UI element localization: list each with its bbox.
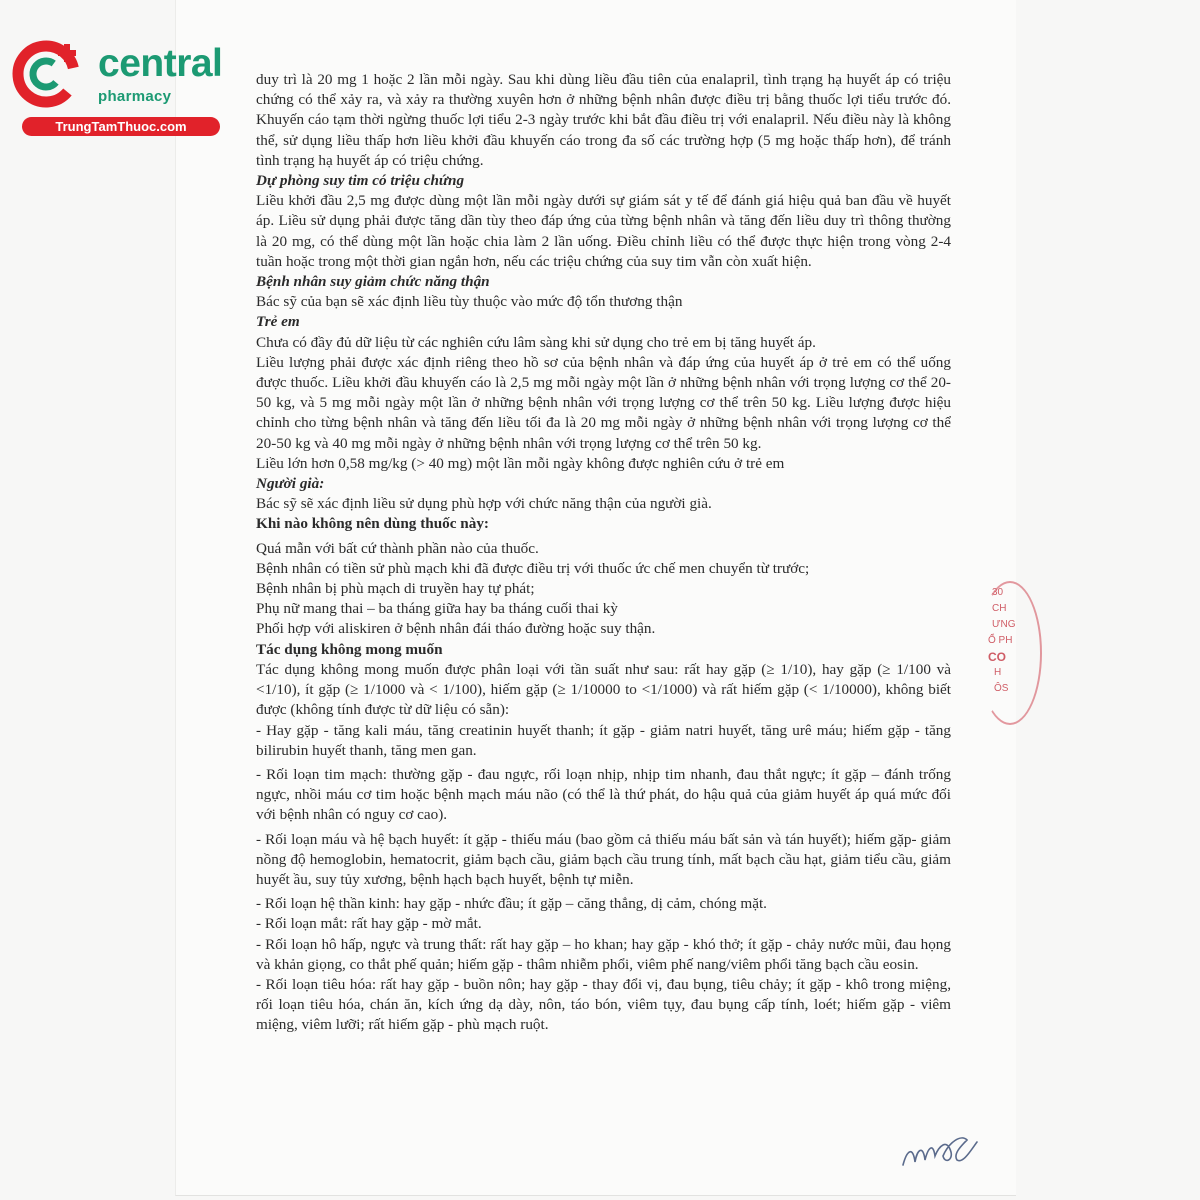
section-heading: Tác dụng không mong muốn xyxy=(256,640,443,658)
paragraph: Liều khởi đầu 2,5 mg được dùng một lần mỗi ngày dưới sự giám sát y tế để đánh giá hiệu quả ban đầu về huyết áp. Liều sử dụng phải được tăng dần tùy theo đáp ứng của từng bệnh nhân và tăng đến liều duy trì thông thường là 20 mg, có thể dùng một lần hoặc chia làm 2 lần uống. Điều chỉnh liều có thể được thực hiện trong vòng 2-4 tuần hoặc trong một thời gian ngắn hơn, nếu các triệu chứng của suy tim vẫn còn xuất hiện. xyxy=(256,192,951,270)
paragraph: Quá mẫn với bất cứ thành phần nào của thuốc. xyxy=(256,539,539,557)
paragraph: Phụ nữ mang thai – ba tháng giữa hay ba tháng cuối thai kỳ xyxy=(256,600,618,618)
paragraph: Bác sỹ sẽ xác định liều sử dụng phù hợp với chức năng thận của người già. xyxy=(256,495,712,513)
stamp-text: ƯNG xyxy=(992,619,1016,630)
stamp-text: CH xyxy=(992,603,1007,614)
paragraph: Bác sỹ của bạn sẽ xác định liều tùy thuộc vào mức độ tổn thương thận xyxy=(256,293,683,311)
document-body xyxy=(256,70,951,1036)
paragraph: - Rối loạn máu và hệ bạch huyết: ít gặp - thiếu máu (bao gồm cả thiếu máu bất sản và tán huyết); hiếm gặp- giảm nồng độ hemoglobin, hematocrit, giảm bạch cầu, giảm bạch cầu trung tính, mất bạch cầu hạt, giảm tiểu cầu, giảm huyết ầu, suy tủy xương, bệnh hạch bạch huyết, bệnh tự miễn. xyxy=(256,830,951,888)
paragraph: - Rối loạn hệ thần kinh: hay gặp - nhức đầu; ít gặp – căng thẳng, dị cảm, chóng mặt. xyxy=(256,895,767,913)
central-pharmacy-logo[interactable] xyxy=(10,34,223,136)
paragraph: Liều lớn hơn 0,58 mg/kg (> 40 mg) một lần mỗi ngày không được nghiên cứu ở trẻ em xyxy=(256,454,785,472)
paragraph: - Rối loạn mắt: rất hay gặp - mờ mắt. xyxy=(256,915,482,933)
stamp-text: H xyxy=(994,667,1002,678)
section-heading: Trẻ em xyxy=(256,313,300,331)
paragraph: duy trì là 20 mg 1 hoặc 2 lần mỗi ngày. Sau khi dùng liều đầu tiên của enalapril, tình trạng hạ huyết áp có triệu chứng có thể xảy ra, và xảy ra thường xuyên hơn ở những bệnh nhân được điều trị bằng thuốc lợi tiểu trước đó. Khuyến cáo tạm thời ngừng thuốc lợi tiểu 2-3 ngày trước khi bắt đầu điều trị với enalapril. Nếu điều này là không thể, sử dụng liều thấp hơn liều khởi đầu khuyến cáo trong đa số các trường hợp (5 mg hoặc thấp hơn), để tránh tình trạng hạ huyết áp có triệu chứng. xyxy=(256,71,951,169)
paragraph: Chưa có đầy đủ dữ liệu từ các nghiên cứu lâm sàng khi sử dụng cho trẻ em bị tăng huyết áp. xyxy=(256,333,816,351)
logo-subtitle: pharmacy xyxy=(98,88,172,105)
paragraph: Liều lượng phải được xác định riêng theo hồ sơ của bệnh nhân và đáp ứng của huyết áp ở trẻ em có thể uống được thuốc. Liều khởi đầu khuyến cáo là 2,5 mg mỗi ngày một lần ở những bệnh nhân với trọng lượng cơ thể 20-50 kg, và 5 mg mỗi ngày một lần ở những bệnh nhân với trọng lượng cơ thể trên 50 kg. Liều lượng được hiệu chỉnh cho từng bệnh nhân và tăng đến liều tối đa là 20 mg mỗi ngày ở những bệnh nhân với trọng lượng cơ thể 20-50 kg và 40 mg mỗi ngày ở những bệnh nhân với trọng lượng cơ thể trên 50 kg. xyxy=(256,353,951,452)
paragraph: - Rối loạn tim mạch: thường gặp - đau ngực, rối loạn nhịp, nhịp tim nhanh, đau thắt ngực; ít gặp – đánh trống ngực, nhồi máu cơ tim hoặc bệnh mạch máu não (có thể là thứ phát, do hậu quả của giảm huyết áp quá mức đối với bệnh nhân có nguy cơ cao). xyxy=(256,765,951,824)
stamp-text: 30 xyxy=(992,587,1004,598)
stamp-text: Ổ PH xyxy=(988,635,1013,646)
stamp-text: ÔS xyxy=(994,683,1009,694)
stamp-text: CO xyxy=(988,650,1006,664)
red-stamp xyxy=(984,585,1024,725)
section-heading: Dự phòng suy tim có triệu chứng xyxy=(256,172,465,190)
paragraph: Phối hợp với aliskiren ở bệnh nhân đái tháo đường hoặc suy thận. xyxy=(256,620,656,638)
paragraph: - Hay gặp - tăng kali máu, tăng creatinin huyết thanh; ít gặp - giảm natri huyết, tăng urê máu; hiếm gặp - tăng bilirubin huyết thanh, tăng men gan. xyxy=(256,721,951,759)
paragraph: Bệnh nhân có tiền sử phù mạch khi đã được điều trị với thuốc ức chế men chuyển từ trước; xyxy=(256,559,810,577)
central-logo-icon xyxy=(10,36,90,116)
paragraph: Bệnh nhân bị phù mạch di truyền hay tự phát; xyxy=(256,580,535,598)
logo-name: central xyxy=(98,42,223,85)
paragraph: - Rối loạn hô hấp, ngực và trung thất: rất hay gặp – ho khan; hay gặp - khó thở; ít gặp - chảy nước mũi, đau họng và khản giọng, co thắt phế quản; hiếm gặp - thâm nhiễm phổi, viêm phế nang/viêm phổi tăng bạch cầu eosin. xyxy=(256,935,951,973)
stamp-ring xyxy=(978,581,1042,725)
logo-website-link[interactable]: TrungTamThuoc.com xyxy=(22,117,220,136)
section-heading: Người già: xyxy=(256,475,325,493)
paragraph: - Rối loạn tiêu hóa: rất hay gặp - buồn nôn; hay gặp - thay đổi vị, đau bụng, tiêu chảy; ít gặp - khô trong miệng, rối loạn tiêu hóa, chán ăn, kích ứng dạ dày, nôn, táo bón, viêm tụy, đau bụng cấp tính, loét; hiếm gặp - viêm miệng, viêm lưỡi; rất hiếm gặp - phù mạch ruột. xyxy=(256,975,951,1034)
signature-icon xyxy=(895,1120,985,1175)
paragraph: Tác dụng không mong muốn được phân loại với tần suất như sau: rất hay gặp (≥ 1/10), hay gặp (≥ 1/100 và <1/10), ít gặp (≥ 1/1000 và < 1/100), hiếm gặp (≥ 1/10000 to <1/1000) và rất hiếm gặp (< 1/10000), không biết được (không tính được từ dữ liệu có sẵn): xyxy=(256,660,951,719)
section-heading: Khi nào không nên dùng thuốc này: xyxy=(256,515,489,533)
section-heading: Bệnh nhân suy giảm chức năng thận xyxy=(256,273,490,291)
